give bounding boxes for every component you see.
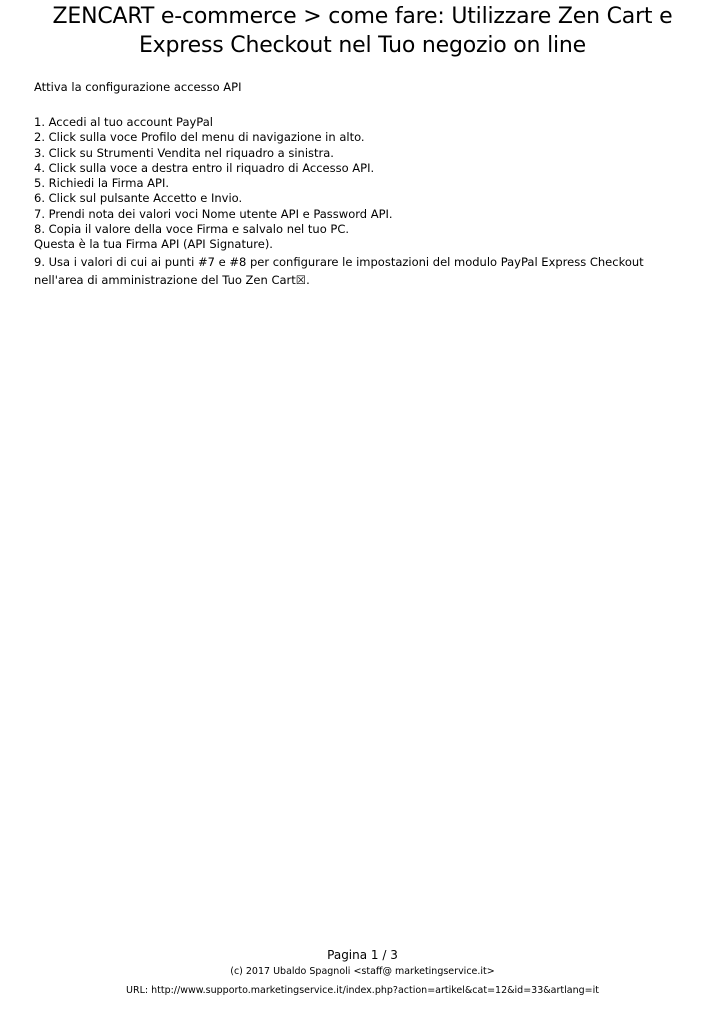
intro-text: Attiva la configurazione accesso API (34, 80, 242, 94)
list-item: 6. Click sul pulsante Accetto e Invio. (34, 191, 243, 206)
list-item: 4. Click sulla voce a destra entro il riquadro di Accesso API. (34, 160, 375, 175)
source-url: URL: http://www.supporto.marketingservice.it/index.php?action=artikel&cat=12&id=33&artlang=it (126, 985, 599, 996)
list-item: 8. Copia il valore della voce Firma e salvalo nel tuo PC. (34, 222, 350, 237)
page-title: ZENCART e-commerce > come fare: Utilizzare Zen Cart e Express Checkout nel Tuo negozio on line (52, 4, 673, 58)
copyright-text: (c) 2017 Ubaldo Spagnoli <staff@ marketingservice.it> (230, 966, 495, 977)
list-item: 3. Click su Strumenti Vendita nel riquadro a sinistra. (34, 145, 334, 160)
page-number: Pagina 1 / 3 (327, 948, 398, 962)
list-item: 1. Accedi al tuo account PayPal (34, 115, 213, 129)
list-item: 2. Click sulla voce Profilo del menu di navigazione in alto. (34, 130, 365, 145)
list-item: Questa è la tua Firma API (API Signature). (34, 237, 273, 252)
list-item: 5. Richiedi la Firma API. (34, 176, 169, 191)
list-item: 9. Usa i valori di cui ai punti #7 e #8 per configurare le impostazioni del modulo PayPal Express Checkout nell'area di amministrazione del Tuo Zen Cart☒. (34, 254, 644, 287)
list-item: 7. Prendi nota dei valori voci Nome utente API e Password API. (34, 206, 393, 221)
steps-list (34, 115, 694, 289)
